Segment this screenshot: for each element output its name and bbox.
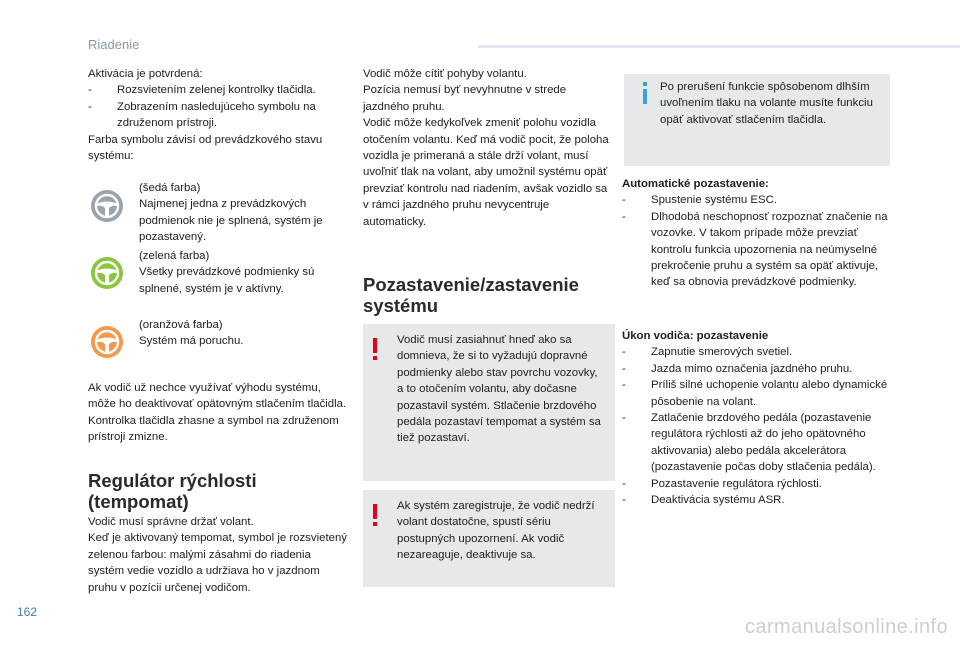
deactivate-paragraph: Ak vodič už nechce využívať výhodu systému, môže ho deaktivovať opätovným stlačením tlačidla. xyxy=(88,382,347,411)
auto-suspend-section xyxy=(622,176,892,291)
auto-list xyxy=(622,192,892,290)
info-box xyxy=(624,74,890,166)
warnings xyxy=(363,324,615,594)
info-text: Po prerušení funkcie spôsobenom dlhším uvoľnením tlaku na volante musíte funkciu opäť aktivovať stlačením tlačidla. xyxy=(660,81,873,126)
driver-action-section xyxy=(622,328,892,508)
header-divider xyxy=(478,45,960,48)
activation-confirmed: Aktivácia je potvrdená: xyxy=(88,68,203,80)
cruise-section xyxy=(88,514,350,596)
list-item: - Pozastavenie regulátora rýchlosti. xyxy=(622,476,892,492)
steering-wheel-grey-icon xyxy=(90,189,124,223)
state-list xyxy=(88,180,350,360)
body-line: Vodič môže cítiť pohyby volantu. xyxy=(363,68,527,80)
body-line: Vodič môže kedykoľvek zmeniť polohu vozidla otočením volantu. Keď má vodič pocit, že poloha vozidla je primeraná a stále drží volant, musí uvoľniť tlak na volant, aby umožnil systému opäť prevziať kontrolu nad riadením, avšak vozidlo sa v rámci jazdného pruhu nevycentruje automaticky. xyxy=(363,117,609,228)
list-item: - Príliš silné uchopenie volantu alebo dynamické pôsobenie na volant. xyxy=(622,377,892,410)
list-item: - Zapnutie smerových svetiel. xyxy=(622,344,892,360)
state-description: Systém má poruchu. xyxy=(139,335,244,348)
section-title: Riadenie xyxy=(88,37,140,52)
state-description: Všetky prevádzkové podmienky sú splnené, systém je v aktívny. xyxy=(139,266,315,295)
page-number: 162 xyxy=(17,605,38,619)
auto-heading: Automatické pozastavenie: xyxy=(622,178,769,190)
warning-text: Vodič musí zasiahnuť hneď ako sa domnieva, že si to vyžadujú dopravné podmienky alebo stav povrchu vozovky, a to otočením volantu, aby dočasne pozastavil systém. Stlačenie brzdového pedála pozastaví tempomat a systém sa tiež pozastaví. xyxy=(397,334,601,445)
list-item: - Rozsvietením zelenej kontrolky tlačidla. xyxy=(88,82,350,98)
warning-exclamation-icon xyxy=(372,338,378,360)
cruise-heading: Regulátor rýchlosti (tempomat) xyxy=(88,470,257,512)
list-item: - Jazda mimo označenia jazdného pruhu. xyxy=(622,361,892,377)
steering-wheel-orange-icon xyxy=(90,325,124,359)
cruise-paragraph: Keď je aktivovaný tempomat, symbol je rozsvietený zelenou farbou: malými zásahmi do riadenia systém vedie vozidlo a udržiava ho v jazdnom pruhu v pozícii určenej vodičom. xyxy=(88,532,347,594)
body-line: Pozícia nemusí byť nevyhnutne v strede jazdného pruhu. xyxy=(363,84,567,113)
warning-box xyxy=(363,490,615,587)
state-description: Najmenej jedna z prevádzkových podmienok nie je splnená, systém je pozastavený. xyxy=(139,198,323,244)
warning-text: Ak systém zaregistruje, že vodič nedrží volant dostatočne, spustí sériu postupných upozornení. Ak vodič nezareaguje, deaktivuje sa. xyxy=(397,500,595,562)
deactivate-section xyxy=(88,380,350,446)
state-color-name: (zelená farba) xyxy=(139,250,210,262)
deactivate-paragraph: Kontrolka tlačidla zhasne a symbol na združenom prístroji zmizne. xyxy=(88,414,339,444)
driver-heading: Úkon vodiča: pozastavenie xyxy=(622,330,769,342)
list-item: - Deaktivácia systému ASR. xyxy=(622,492,892,508)
steering-wheel-green-icon xyxy=(90,256,124,290)
column-1 xyxy=(88,66,350,164)
suspend-heading: Pozastavenie/zastavenie systému xyxy=(363,274,579,316)
color-intro: Farba symbolu závisí od prevádzkového stavu systému: xyxy=(88,133,323,163)
info-icon xyxy=(640,82,650,104)
warning-exclamation-icon xyxy=(372,504,378,526)
list-item: - Zobrazením nasledujúceho symbolu na združenom prístroji. xyxy=(88,99,350,132)
warning-box xyxy=(363,324,615,481)
state-color-name: (oranžová farba) xyxy=(139,319,223,331)
column-2 xyxy=(363,66,615,230)
activation-list xyxy=(88,82,350,131)
driver-list xyxy=(622,344,892,508)
list-item: - Dlhodobá neschopnosť rozpoznať značenie na vozovke. V takom prípade môže prevziať kontrolu funkcia upozornenia na neúmyselné prekročenie pruhu a systém sa opäť aktivuje, keď sa obnovia prevádzkové podmienky. xyxy=(622,209,892,291)
watermark: carmanualsonline.info xyxy=(745,616,948,638)
list-item: - Spustenie systému ESC. xyxy=(622,192,892,208)
list-item: - Zatlačenie brzdového pedála (pozastavenie regulátora rýchlosti až do jeho opätovného aktivovania) alebo pedála akcelerátora (pozastavenie počas doby stlačenia pedála). xyxy=(622,410,892,476)
state-color-name: (šedá farba) xyxy=(139,182,201,194)
cruise-paragraph: Vodič musí správne držať volant. xyxy=(88,516,254,528)
